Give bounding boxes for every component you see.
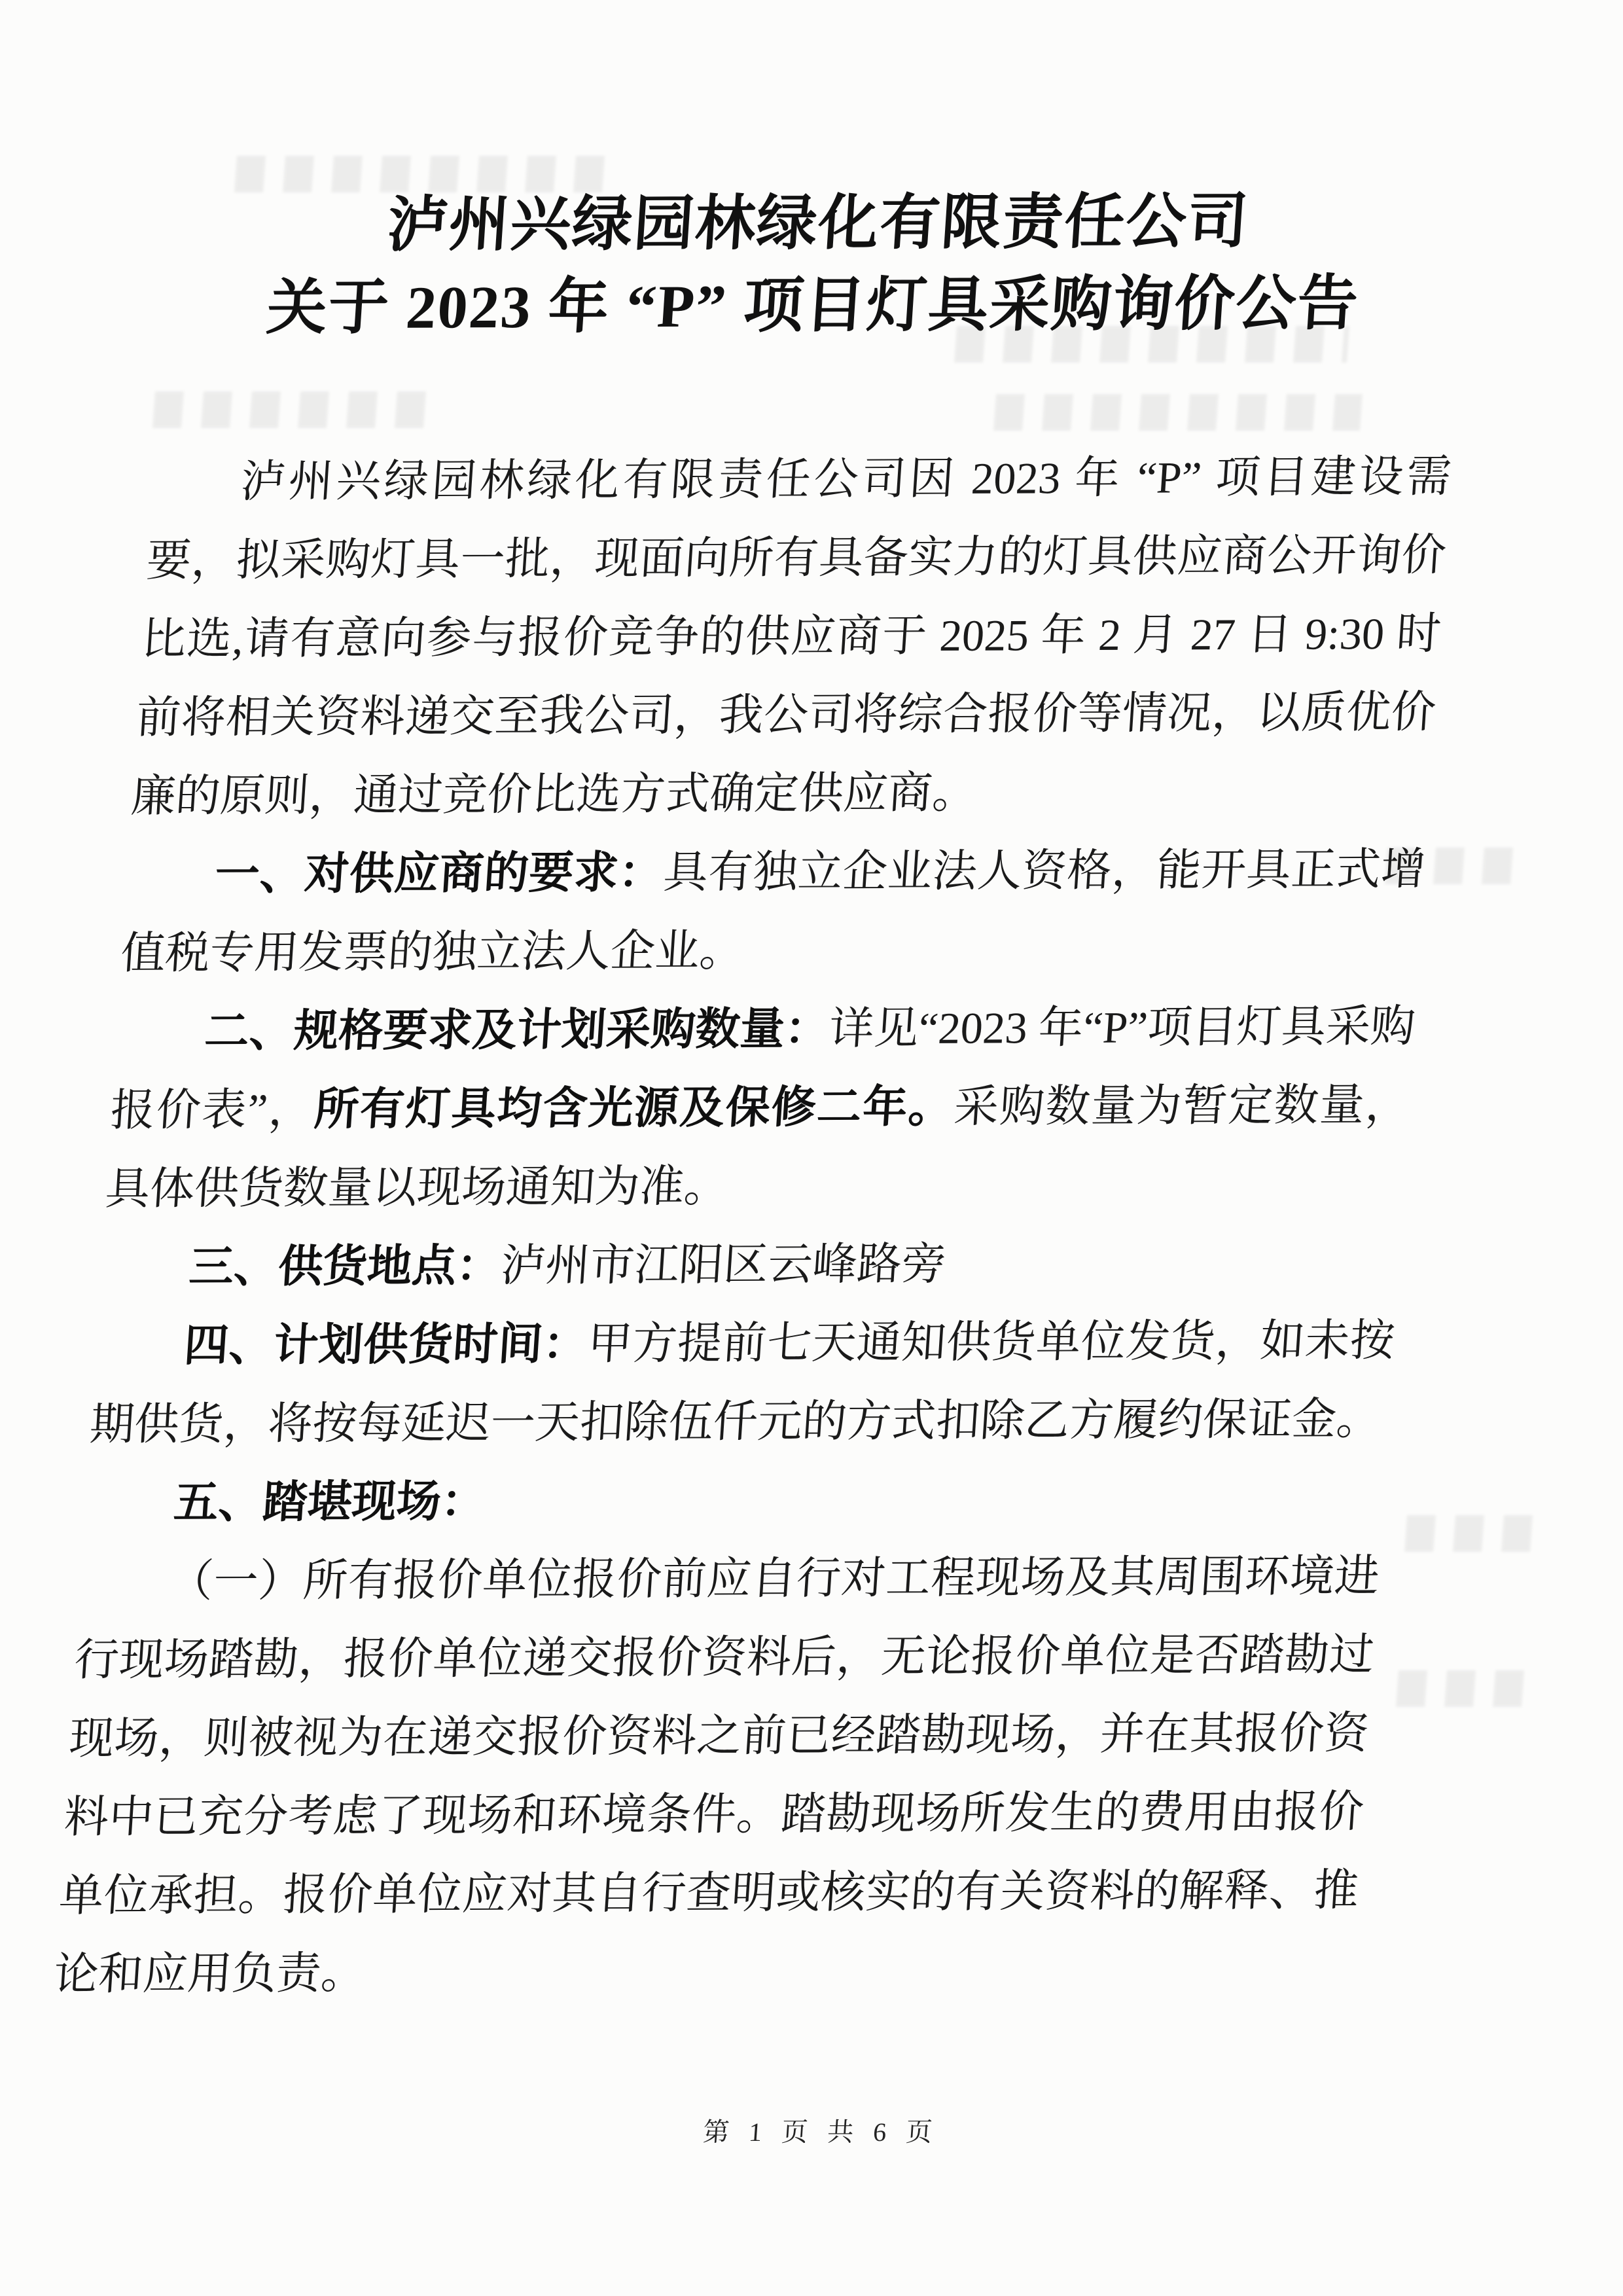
section-5-item-1: （一）所有报价单位报价前应自行对工程现场及其周围环境进行现场踏勘，报价单位递交报价资料后，无论报价单位是否踏勘过现场，则被视为在递交报价资料之前已经踏勘现场，并在其报价资料中已充分考虑了现场和环境条件。踏勘现场所发生的费用由报价单位承担。报价单位应对其自行查明或核实的有关资料的解释、推论和应用负责。 [52,1551,1381,2000]
title-line-2: 关于 2023 年 “P” 项目灯具采购询价公告 [264,270,1361,342]
section-3-delivery-location: 三、供货地点：泸州市江阳区云峰路旁 [187,1238,948,1292]
intro-paragraph: 泸州兴绿园林绿化有限责任公司因 2023 年 “P” 项目建设需要，拟采购灯具一批，现面向所有具备实力的灯具供应商公开询价比选,请有意向参与报价竞争的供应商于 2025 年 2 月 27 日 9:30 时前将相关资料递交至我公司，我公司将综合报价等情况，以质优价廉的原则，通过竞价比选方式确定供应商。 [129,451,1454,821]
page-number-indicator: 第 1 页 共 6 页 [702,2117,940,2147]
document-body [52,437,1454,2014]
page-footer [170,2111,1472,2149]
title-line-1: 泸州兴绿园林绿化有限责任公司 [385,188,1251,259]
section-5-site-survey-heading: 五、踏堪现场： [172,1476,488,1528]
section-2-specs-and-quantity: 二、规格要求及计划采购数量：详见“2023 年“P”项目灯具采购报价表”，所有灯具均含光源及保修二年。采购数量为暂定数量，具体供货数量以现场通知为准。 [103,1001,1417,1214]
section-4-delivery-time: 四、计划供货时间：甲方提前七天通知供货单位发货，如未按期供货，将按每延迟一天扣除伍仟元的方式扣除乙方履约保证金。 [88,1315,1397,1450]
document-content [52,179,1471,2014]
bleed-through-artifact [1404,1515,1538,1552]
section-1-supplier-requirements: 一、对供应商的要求：具有独立企业法人资格，能开具正式增值税专用发票的独立法人企业。 [119,844,1427,978]
bleed-through-artifact [1396,1670,1543,1707]
document-title [160,179,1471,350]
